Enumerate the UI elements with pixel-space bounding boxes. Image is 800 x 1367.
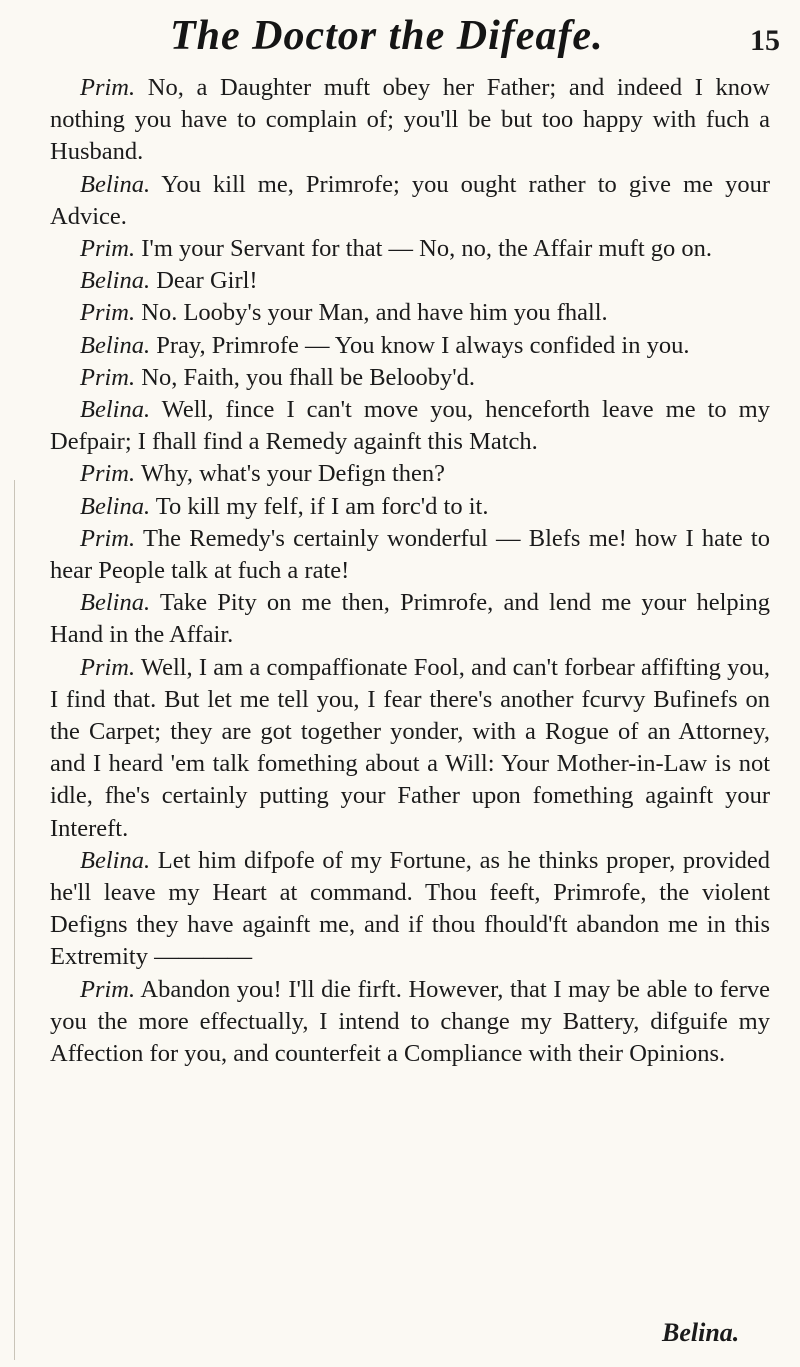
speaker-name: Prim. (80, 460, 136, 488)
speech-text: Take Pity on me then, Primrofe, and lend me your helping Hand in the Affair. (50, 589, 770, 649)
page-header (0, 12, 800, 68)
dialogue-paragraph (50, 974, 770, 1071)
speaker-name: Belina. (80, 331, 151, 359)
dialogue-paragraph (50, 72, 770, 169)
speaker-name: Belina. (80, 396, 151, 424)
speaker-name: Prim. (80, 975, 136, 1003)
dialogue-paragraph (50, 652, 770, 845)
speaker-name: Belina. (80, 170, 151, 198)
speech-text: To kill my felf, if I am forc'd to it. (155, 492, 489, 520)
speech-text: Well, I am a compaffionate Fool, and can't forbear affifting you, I find that. But let me tell you, I fear there's another fcurvy Bufinefs on the Carpet; they are got together yonder, with a Rogue of an Attorney, and I heard 'em talk fomething about a Will: Your Mother-in-Law is not idle, fhe's certainly putting your Father upon fomething againft your Intereft. (50, 653, 770, 842)
speaker-name: Belina. (80, 589, 151, 617)
speech-text: No, Faith, you fhall be Belooby'd. (141, 363, 476, 391)
dialogue-paragraph (50, 845, 770, 974)
page-edge-shadow (14, 480, 15, 1360)
speech-text: Abandon you! I'll die firft. However, that I may be able to ferve you the more effectually, I intend to change my Battery, difguife my Affection for you, and counterfeit a Compliance with their Opinions. (50, 975, 770, 1068)
dialogue-paragraph (50, 458, 770, 490)
dialogue-paragraph (50, 265, 770, 297)
speech-text: Let him difpofe of my Fortune, as he thinks proper, provided he'll leave my Heart at command. Thou feeft, Primrofe, the violent Defigns they have againft me, and if thou fhould'ft abandon me in this Extremity ———— (50, 846, 770, 971)
speaker-name: Prim. (80, 299, 136, 327)
speaker-name: Prim. (80, 235, 136, 263)
dialogue-paragraph (50, 169, 770, 233)
dialogue-paragraph (50, 523, 770, 587)
speaker-name: Prim. (80, 653, 136, 681)
dialogue-paragraph (50, 587, 770, 651)
speech-text: No. Looby's your Man, and have him you fhall. (141, 299, 608, 327)
dialogue-paragraph (50, 362, 770, 394)
running-title: The Doctor the Difeafe. (170, 13, 604, 59)
speaker-name: Belina. (80, 492, 151, 520)
dialogue-paragraph (50, 297, 770, 329)
dialogue-paragraph (50, 394, 770, 458)
speech-text: Well, fince I can't move you, henceforth leave me to my Defpair; I fhall find a Remedy againft this Match. (50, 396, 770, 456)
speech-text: Why, what's your Defign then? (140, 460, 446, 488)
dialogue-paragraph (50, 330, 770, 362)
speech-text: I'm your Servant for that — No, no, the Affair muft go on. (141, 235, 713, 263)
speaker-name: Prim. (80, 524, 136, 552)
speaker-name: Belina. (80, 267, 151, 295)
speech-text: You kill me, Primrofe; you ought rather to give me your Advice. (50, 170, 770, 230)
speech-text: Pray, Primrofe — You know I always confided in you. (156, 331, 690, 359)
page-number: 15 (750, 24, 780, 57)
speaker-name: Prim. (80, 363, 136, 391)
speech-text: No, a Daughter muft obey her Father; and indeed I know nothing you have to complain of; you'll be but too happy with fuch a Husband. (50, 74, 771, 166)
speech-text: The Remedy's certainly wonderful — Blefs me! how I hate to hear People talk at fuch a rate! (50, 524, 770, 585)
speaker-name: Prim. (80, 74, 136, 101)
dialogue-paragraph (50, 233, 770, 265)
speaker-name: Belina. (80, 846, 151, 874)
play-dialogue (50, 72, 770, 1070)
speech-text: Dear Girl! (156, 267, 258, 295)
catchword: Belina. (662, 1318, 740, 1347)
dialogue-paragraph (50, 491, 770, 523)
